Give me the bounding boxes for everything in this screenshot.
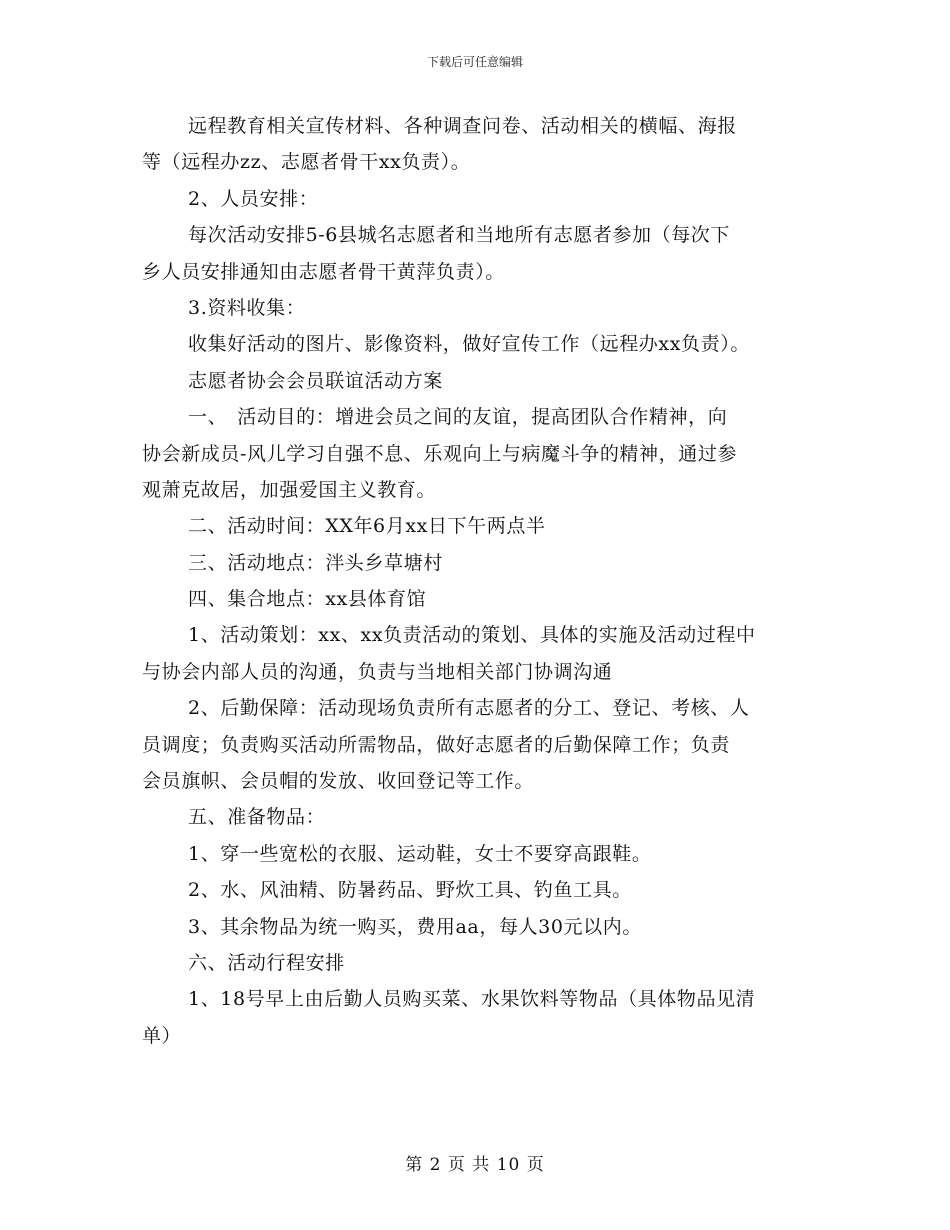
text-line: 等（远程办zz、志愿者骨干xx负责）。 [142, 151, 471, 174]
text-line: 四、集合地点：xx县体育馆 [188, 588, 427, 611]
text-line: 2、水、风油精、防暑药品、野炊工具、钓鱼工具。 [188, 879, 632, 902]
text-line: 1、穿一些宽松的衣服、运动鞋，女士不要穿高跟鞋。 [188, 842, 652, 865]
text-line: 每次活动安排5-6县城名志愿者和当地所有志愿者参加（每次下 [188, 224, 730, 247]
text-line: 收集好活动的图片、影像资料，做好宣传工作（远程办xx负责）。 [188, 333, 750, 356]
text-line: 五、准备物品： [188, 806, 326, 829]
page-header: 下载后可任意编辑 [426, 55, 523, 69]
text-line: 2、人员安排： [188, 187, 319, 210]
text-line: 二、活动时间：XX年6月xx日下午两点半 [188, 515, 546, 538]
text-line: 与协会内部人员的沟通，负责与当地相关部门协调沟通 [142, 660, 613, 683]
text-line: 协会新成员-风儿学习自强不息、乐观向上与病魔斗争的精神，通过参 [142, 442, 738, 465]
body-text [142, 108, 832, 1054]
text-line: 3、其余物品为统一购买，费用aa，每人30元以内。 [188, 915, 642, 938]
text-line: 志愿者协会会员联谊活动方案 [188, 369, 443, 392]
text-line: 远程教育相关宣传材料、各种调查问卷、活动相关的横幅、海报 [188, 115, 737, 137]
text-line: 会员旗帜、会员帽的发放、收回登记等工作。 [142, 770, 535, 793]
text-line: 三、活动地点：泮头乡草塘村 [188, 551, 443, 574]
page-footer: 第 2 页 共 10 页 [405, 1155, 545, 1175]
text-line: 3.资料收集： [188, 296, 306, 319]
text-line: 乡人员安排通知由志愿者骨干黄萍负责）。 [142, 260, 505, 283]
text-line: 六、活动行程安排 [188, 951, 345, 974]
text-line: 观萧克故居，加强爱国主义教育。 [142, 478, 437, 501]
text-line: 单） [142, 1024, 182, 1047]
text-line: 员调度；负责购买活动所需物品，做好志愿者的后勤保障工作；负责 [142, 733, 731, 756]
text-line: 一、 活动目的：增进会员之间的友谊，提高团队合作精神，向 [188, 406, 728, 429]
text-line: 1、活动策划：xx、xx负责活动的策划、具体的实施及活动过程中 [188, 624, 756, 647]
text-line: 1、18号早上由后勤人员购买菜、水果饮料等物品（具体物品见清 [188, 988, 756, 1011]
text-line: 2、后勤保障：活动现场负责所有志愿者的分工、登记、考核、人 [188, 697, 750, 720]
